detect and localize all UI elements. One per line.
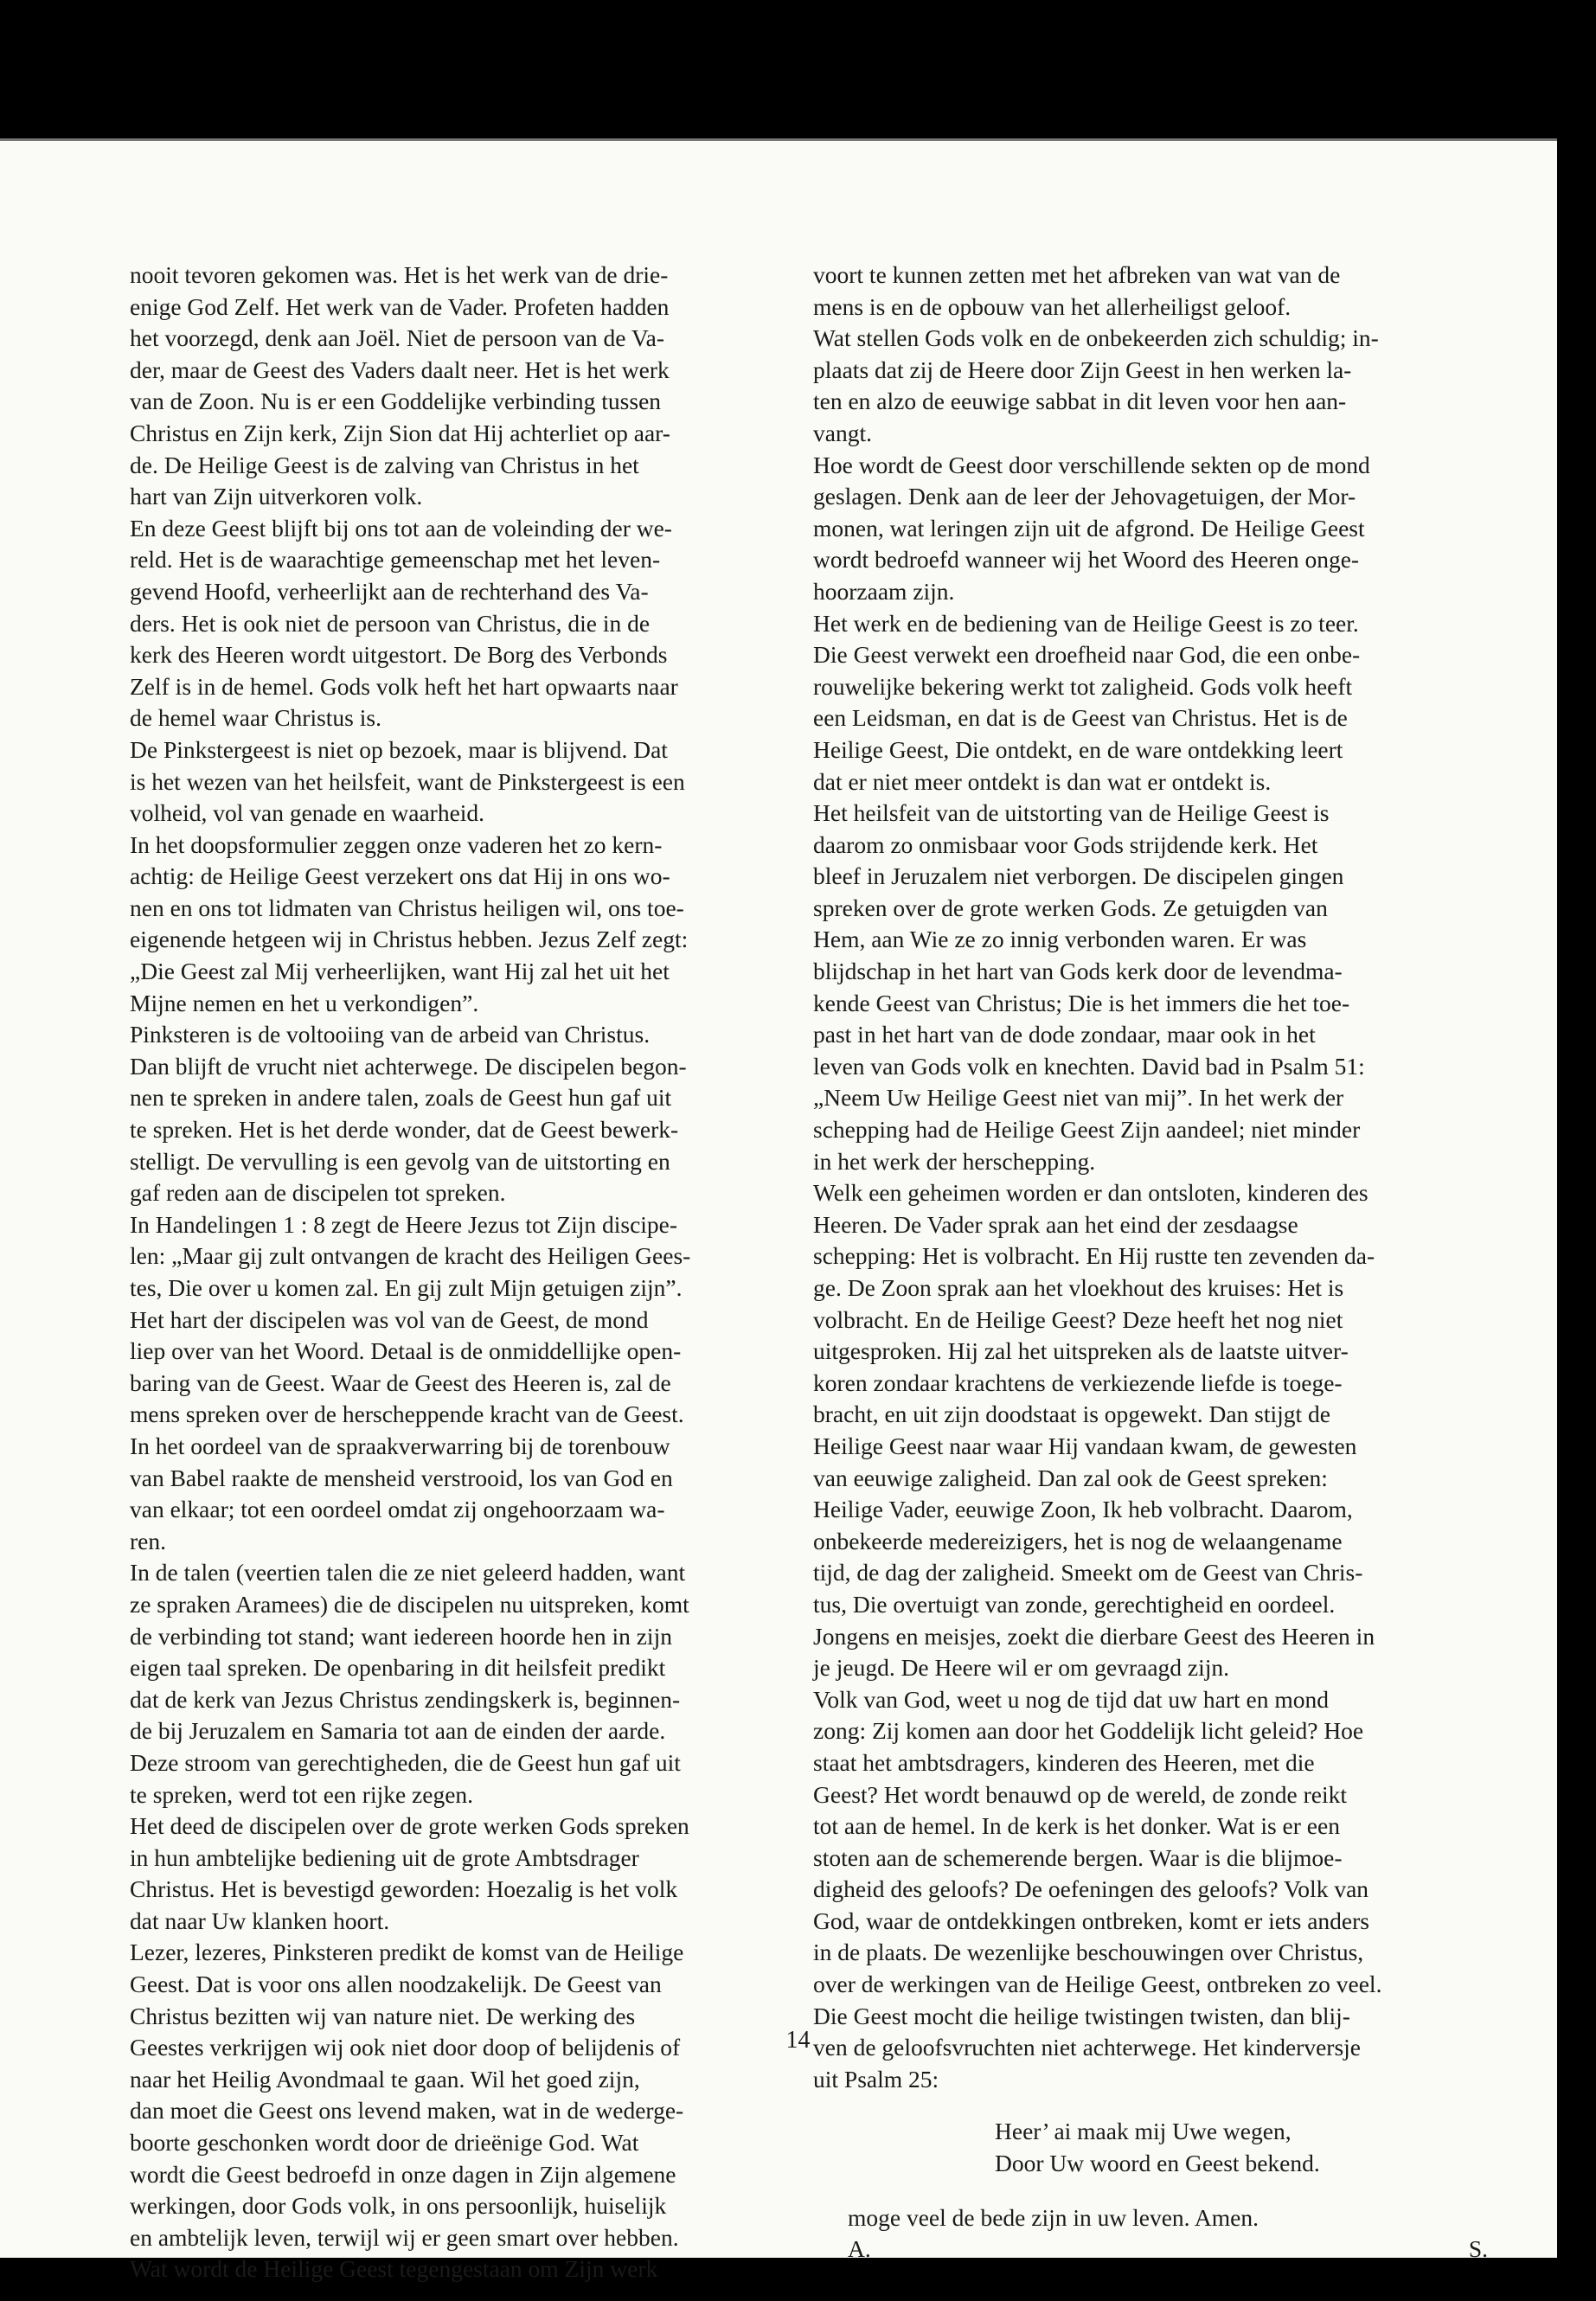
paragraph: In Handelingen 1 : 8 zegt de Heere Jezus tot Zijn discipe- len: „Maar gij zult ontvangen de kracht des Heiligen Gees- tes, Die over u komen zal. En gij zult Mijn getuigen zijn”. Het hart der discipelen was vol van de Geest, de mond liep over van het Woord. Detaal is de onmiddellijke open- baring van de Geest. Waar de Geest des Heeren is, zal de mens spreken over de herscheppende kracht van de Geest. In het oordeel van de spraakverwarring bij de torenbouw van Babel raakte de mensheid verstrooid, los van God en van elkaar; tot een oordeel omdat zij ongehoorzaam wa- ren. xyxy=(130,1210,691,1554)
paragraph: nooit tevoren gekomen was. Het is het werk van de drie- enige God Zelf. Het werk van de Vader. Profeten hadden het voorzegd, denk aan Joël. Niet de persoon van de Va- der, maar de Geest des Vaders daalt neer. Het is het werk van de Zoon. Nu is er een Goddelijke verbinding tussen Christus en Zijn kerk, Zijn Sion dat Hij achterliet op aar- de. De Heilige Geest is de zalving van Christus in het hart van Zijn uitverkoren volk. xyxy=(130,261,670,510)
paragraph: In de talen (veertien talen die ze niet geleerd hadden, want ze spraken Aramees) die de discipelen nu uitspreken, komt de verbinding tot stand; want iedereen hoorde hen in zijn eigen taal spreken. De openbaring in dit heilsfeit predikt dat de kerk van Jezus Christus zendingskerk is, beginnen- de bij Jeruzalem en Samaria tot aan de einden der aarde. Deze stroom van gerechtigheden, die de Geest hun gaf uit te spreken, werd tot een rijke zegen. xyxy=(130,1559,689,1808)
left-column xyxy=(130,260,801,2285)
paragraph: In het doopsformulier zeggen onze vaderen het zo kern- achtig: de Heilige Geest verzekert ons dat Hij in ons wo- nen en ons tot lidmaten van Christus heiligen wil, ons toe- eigenende hetgeen wij in Christus hebben. Jezus Zelf zegt: „Die Geest zal Mij verheerlijken, want Hij zal het uit het Mijne nemen en het u verkondigen”. xyxy=(130,830,689,1016)
closing-line: moge veel de bede zijn in uw leven. Amen. A. xyxy=(848,2203,1259,2263)
right-column xyxy=(813,260,1488,2266)
page-top-edge xyxy=(0,138,1557,141)
psalm-verse: Heer’ ai maak mij Uwe wegen, Door Uw woord en Geest bekend. xyxy=(995,2118,1320,2177)
author-initial: S. xyxy=(1468,2234,1488,2262)
paragraph: Het heilsfeit van de uitstorting van de Heilige Geest is daarom zo onmisbaar voor Gods strijdende kerk. Het bleef in Jeruzalem niet verborgen. De discipelen gingen spreken over de grote werken Gods. Ze getuigden van Hem, aan Wie ze zo innig verbonden waren. Er was blijdschap in het hart van Gods kerk door de levendma- kende Geest van Christus; Die is het immers die het toe- past in het hart van de dode zondaar, maar ook in het leven van Gods volk en knechten. David bad in Psalm 51: „Neem Uw Heilige Geest niet van mij”. In het werk der schepping had de Heilige Geest Zijn aandeel; niet minder in het werk der herschepping. xyxy=(813,799,1365,1175)
paragraph: En deze Geest blijft bij ons tot aan de voleinding der we- reld. Het is de waarachtige gemeenschap met het leven- gevend Hoofd, verheerlijkt aan de rechterhand des Va- ders. Het is ook niet de persoon van Christus, die in de kerk des Heeren wordt uitgestort. De Borg des Verbonds Zelf is in de hemel. Gods volk heft het hart opwaarts naar de hemel waar Christus is. xyxy=(130,514,678,732)
paragraph: Hoe wordt de Geest door verschillende sekten op de mond geslagen. Denk aan de leer der Jehovagetuigen, der Mor- monen, wat leringen zijn uit de afgrond. De Heilige Geest wordt bedroefd wanneer wij het Woord des Heeren onge- hoorzaam zijn. xyxy=(813,451,1370,605)
page-number: 14 xyxy=(785,2027,811,2054)
paragraph: Het werk en de bediening van de Heilige Geest is zo teer. Die Geest verwekt een droefheid naar God, die een onbe- rouwelijke bekering werkt tot zaligheid. Gods volk heeft een Leidsman, en dat is de Geest van Christus. Het is de Heilige Geest, Die ontdekt, en de ware ontdekking leert dat er niet meer ontdekt is dan wat er ontdekt is. xyxy=(813,609,1361,795)
signature-block xyxy=(813,2202,1488,2266)
page-sheet xyxy=(0,138,1557,2283)
paragraph: Het deed de discipelen over de grote werken Gods spreken in hun ambtelijke bediening uit de grote Ambtsdrager Christus. Het is bevestigd geworden: Hoezalig is het volk dat naar Uw klanken hoort. xyxy=(130,1812,689,1934)
paragraph: voort te kunnen zetten met het afbreken van wat van de mens is en de opbouw van het allerheiligst geloof. xyxy=(813,261,1341,320)
paragraph: Pinksteren is de voltooiing van de arbeid van Christus. Dan blijft de vrucht niet achterwege. De discipelen begon- nen te spreken in andere talen, zoals de Geest hun gaf uit te spreken. Het is het derde wonder, dat de Geest bewerk- stelligt. De vervulling is een gevolg van de uitstorting en gaf reden aan de discipelen tot spreken. xyxy=(130,1021,687,1207)
paragraph: Welk een geheimen worden er dan ontsloten, kinderen des Heeren. De Vader sprak aan het eind der zesdaagse schepping: Het is volbracht. En Hij rustte ten zevenden da- ge. De Zoon sprak aan het vloekhout des kruises: Het is volbracht. En de Heilige Geest? Deze heeft het nog niet uitgesproken. Hij zal het uitspreken als de laatste uitver- koren zondaar krachtens de verkiezende liefde is toege- bracht, en uit zijn doodstaat is opgewekt. Dan stijgt de Heilige Geest naar waar Hij vandaan kwam, de gewesten van eeuwige zaligheid. Dan zal ook de Geest spreken: Heilige Vader, eeuwige Zoon, Ik heb volbracht. Daarom, onbekeerde medereizigers, het is nog de welaangename tijd, de dag der zaligheid. Smeekt om de Geest van Chris- tus, Die overtuigt van zonde, gerechtigheid en oordeel. Jongens en meisjes, zoekt die dierbare Geest des Heeren in je jeugd. De Heere wil er om gevraagd zijn. xyxy=(813,1179,1375,1682)
paragraph: Wat stellen Gods volk en de onbekeerden zich schuldig; in- plaats dat zij de Heere door Zijn Geest in hen werken la- ten en alzo de eeuwige sabbat in dit leven voor hen aan- vangt. xyxy=(813,324,1379,446)
paragraph: Volk van God, weet u nog de tijd dat uw hart en mond zong: Zij komen aan door het Goddelijk licht geleid? Hoe staat het ambtsdragers, kinderen des Heeren, met die Geest? Het wordt benauwd op de wereld, de zonde reikt tot aan de hemel. In de kerk is het donker. Wat is er een stoten aan de schemerende bergen. Waar is die blijmoe- digheid des geloofs? De oefeningen des geloofs? Volk van God, waar de ontdekkingen ontbreken, komt er iets anders in de plaats. De wezenlijke beschouwingen over Christus, over de werkingen van de Heilige Geest, ontbreken zo veel. Die Geest mocht die heilige twistingen twisten, dan blij- ven de geloofsvruchten niet achterwege. Het kinderversje uit Psalm 25: xyxy=(813,1685,1382,2093)
paragraph: Lezer, lezeres, Pinksteren predikt de komst van de Heilige Geest. Dat is voor ons allen noodzakelijk. De Geest van Christus bezitten wij van nature niet. De werking des Geestes verkrijgen wij ook niet door doop of belijdenis of naar het Heilig Avondmaal te gaan. Wil het goed zijn, dan moet die Geest ons levend maken, wat in de wederge- boorte geschonken wordt door de drieënige God. Wat wordt die Geest bedroefd in onze dagen in Zijn algemene werkingen, door Gods volk, in ons persoonlijk, huiselijk en ambtelijk leven, terwijl wij er geen smart over hebben. Wat wordt de Heilige Geest tegengestaan om Zijn werk xyxy=(130,1939,684,2283)
paragraph: De Pinkstergeest is niet op bezoek, maar is blijvend. Dat is het wezen van het heilsfeit, want de Pinkstergeest is een volheid, vol van genade en waarheid. xyxy=(130,735,685,827)
